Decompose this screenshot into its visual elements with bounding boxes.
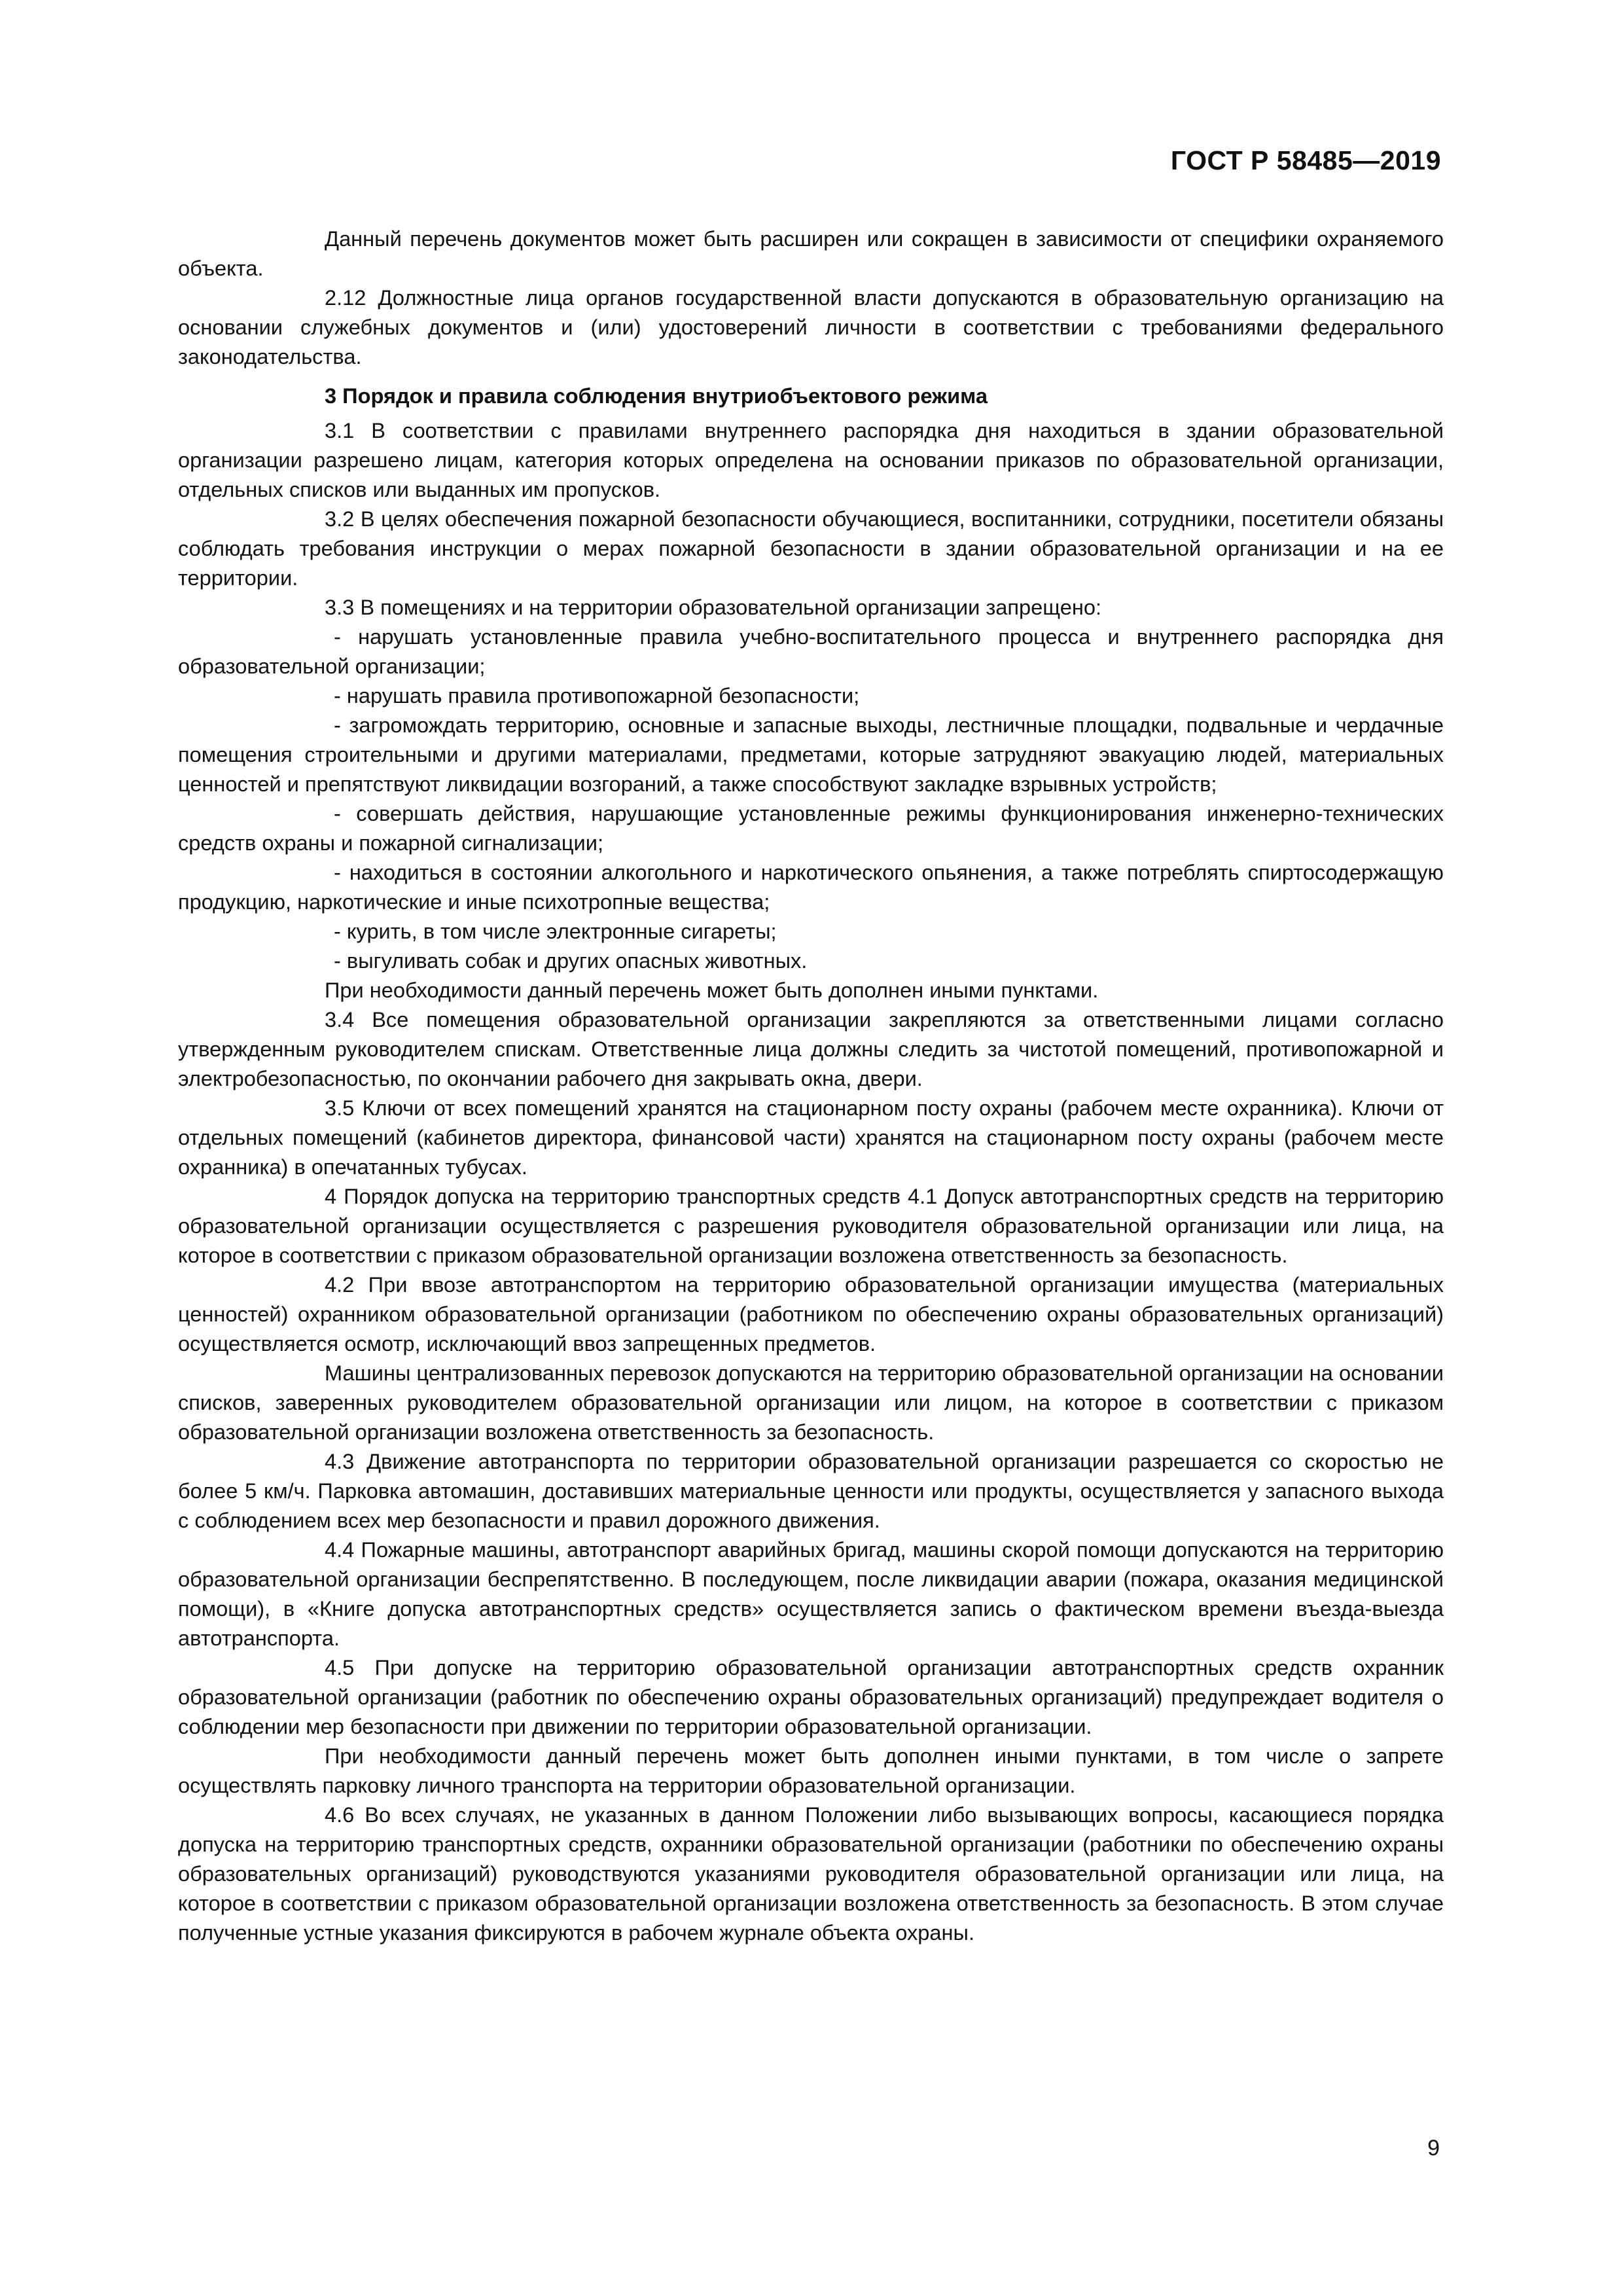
list-item xyxy=(178,857,1444,916)
list-item-text: - находиться в состоянии алкогольного и наркотического опьянения, а также потреблять спиртосодержащую продукцию, наркотические и иные психотропные вещества; xyxy=(178,860,1444,914)
paragraph-3-5-text: 3.5 Ключи от всех помещений хранятся на стационарном посту охраны (рабочем месте охранника). Ключи от отдельных помещений (кабинетов директора, финансовой части) хранятся на стационарном посту охраны (рабочем месте охранника) в опечатанных тубусах. xyxy=(178,1096,1444,1179)
paragraph-4-6-text: 4.6 Во всех случаях, не указанных в данном Положении либо вызывающих вопросы, касающиеся порядка допуска на территорию транспортных средств, охранники образовательной организации (работники по обеспечению охраны образовательных организаций) руководствуются указаниями руководителя образовательной организации или лица, на которое в соответствии с приказом образовательной организации возложена ответственность за безопасность. В этом случае полученные устные указания фиксируются в рабочем журнале объекта охраны. xyxy=(178,1803,1444,1945)
paragraph-intro xyxy=(178,224,1444,283)
paragraph-4-2-b-text: Машины централизованных перевозок допускаются на территорию образовательной организации на основании списков, заверенных руководителем образовательной организации или лицом, на которое в соответствии с приказом образовательной организации возложена ответственность за безопасность. xyxy=(178,1361,1444,1444)
list-item xyxy=(178,681,1444,710)
list-item-text: - курить, в том числе электронные сигареты; xyxy=(334,919,777,943)
page-number: 9 xyxy=(1427,2136,1440,2161)
paragraph-3-5 xyxy=(178,1093,1444,1181)
paragraph-4-3 xyxy=(178,1446,1444,1535)
list-item xyxy=(178,916,1444,946)
list-item xyxy=(178,622,1444,681)
paragraph-3-3-note xyxy=(178,975,1444,1005)
paragraph-4-6 xyxy=(178,1800,1444,1947)
document-code-header: ГОСТ Р 58485—2019 xyxy=(1170,145,1441,175)
section-3-heading-text: 3 Порядок и правила соблюдения внутриобъектового режима xyxy=(325,384,988,408)
paragraph-4-2-text: 4.2 При ввозе автотранспортом на территорию образовательной организации имущества (материальных ценностей) охранником образовательной организации (работником по обеспечению охраны образовательных организаций) осуществляется осмотр, исключающий ввоз запрещенных предметов. xyxy=(178,1272,1444,1355)
paragraph-3-1 xyxy=(178,416,1444,504)
paragraph-3-3 xyxy=(178,592,1444,622)
paragraph-3-2-text: 3.2 В целях обеспечения пожарной безопасности обучающиеся, воспитанники, сотрудники, посетители обязаны соблюдать требования инструкции о мерах пожарной безопасности в здании образовательной организации и на ее территории. xyxy=(178,507,1444,590)
paragraph-3-3-note-text: При необходимости данный перечень может быть дополнен иными пунктами. xyxy=(325,978,1099,1002)
paragraph-4-1 xyxy=(178,1181,1444,1270)
section-3-heading xyxy=(178,381,1444,410)
list-item xyxy=(178,946,1444,975)
paragraph-4-5-b xyxy=(178,1741,1444,1800)
paragraph-intro-text: Данный перечень документов может быть расширен или сокращен в зависимости от специфики охраняемого объекта. xyxy=(178,226,1444,280)
paragraph-3-4 xyxy=(178,1005,1444,1093)
paragraph-4-2-b xyxy=(178,1358,1444,1446)
list-item-text: - нарушать правила противопожарной безопасности; xyxy=(334,683,860,708)
paragraph-4-2 xyxy=(178,1270,1444,1358)
list-item-text: - выгуливать собак и других опасных животных. xyxy=(334,948,808,973)
list-item-text: - нарушать установленные правила учебно-воспитательного процесса и внутреннего распорядка дня образовательной организации; xyxy=(178,624,1444,678)
paragraph-3-4-text: 3.4 Все помещения образовательной организации закрепляются за ответственными лицами согласно утвержденным руководителем спискам. Ответственные лица должны следить за чистотой помещений, противопожарной и электробезопасностью, по окончании рабочего дня закрывать окна, двери. xyxy=(178,1007,1444,1090)
paragraph-2-12 xyxy=(178,283,1444,371)
paragraph-4-1-text: 4 Порядок допуска на территорию транспортных средств 4.1 Допуск автотранспортных средств на территорию образовательной организации осуществляется с разрешения руководителя образовательной организации или лица, на которое в соответствии с приказом образовательной организации возложена ответственность за безопасность. xyxy=(178,1184,1444,1267)
list-item xyxy=(178,798,1444,857)
list-item-text: - совершать действия, нарушающие установленные режимы функционирования инженерно-технических средств охраны и пожарной сигнализации; xyxy=(178,801,1444,855)
paragraph-4-5 xyxy=(178,1653,1444,1741)
list-item-text: - загромождать территорию, основные и запасные выходы, лестничные площадки, подвальные и чердачные помещения строительными и другими материалами, предметами, которые затрудняют эвакуацию людей, материальных ценностей и препятствуют ликвидации возгораний, а также способствуют закладке взрывных устройств; xyxy=(178,713,1444,796)
document-body xyxy=(178,224,1444,1947)
paragraph-4-4-text: 4.4 Пожарные машины, автотранспорт аварийных бригад, машины скорой помощи допускаются на территорию образовательной организации беспрепятственно. В последующем, после ликвидации аварии (пожара, оказания медицинской помощи), в «Книге допуска автотранспортных средств» осуществляется запись о фактическом времени въезда-выезда автотранспорта. xyxy=(178,1537,1444,1650)
paragraph-3-2 xyxy=(178,504,1444,592)
paragraph-4-4 xyxy=(178,1535,1444,1653)
paragraph-3-1-text: 3.1 В соответствии с правилами внутреннего распорядка дня находиться в здании образовательной организации разрешено лицам, категория которых определена на основании приказов по образовательной организации, отдельных списков или выданных им пропусков. xyxy=(178,418,1444,501)
paragraph-4-3-text: 4.3 Движение автотранспорта по территории образовательной организации разрешается со скоростью не более 5 км/ч. Парковка автомашин, доставивших материальные ценности или продукты, осуществляется у запасного выхода с соблюдением всех мер безопасности и правил дорожного движения. xyxy=(178,1449,1444,1532)
paragraph-4-5-text: 4.5 При допуске на территорию образовательной организации автотранспортных средств охранник образовательной организации (работник по обеспечению охраны образовательных организаций) предупреждает водителя о соблюдении мер безопасности при движении по территории образовательной организации. xyxy=(178,1655,1444,1738)
paragraph-3-3-text: 3.3 В помещениях и на территории образовательной организации запрещено: xyxy=(325,595,1102,619)
list-item xyxy=(178,710,1444,798)
paragraph-4-5-b-text: При необходимости данный перечень может быть дополнен иными пунктами, в том числе о запрете осуществлять парковку личного транспорта на территории образовательной организации. xyxy=(178,1744,1444,1797)
prohibitions-list xyxy=(178,622,1444,975)
paragraph-2-12-text: 2.12 Должностные лица органов государственной власти допускаются в образовательную организацию на основании служебных документов и (или) удостоверений личности в соответствии с требованиями федерального законодательства. xyxy=(178,285,1444,368)
